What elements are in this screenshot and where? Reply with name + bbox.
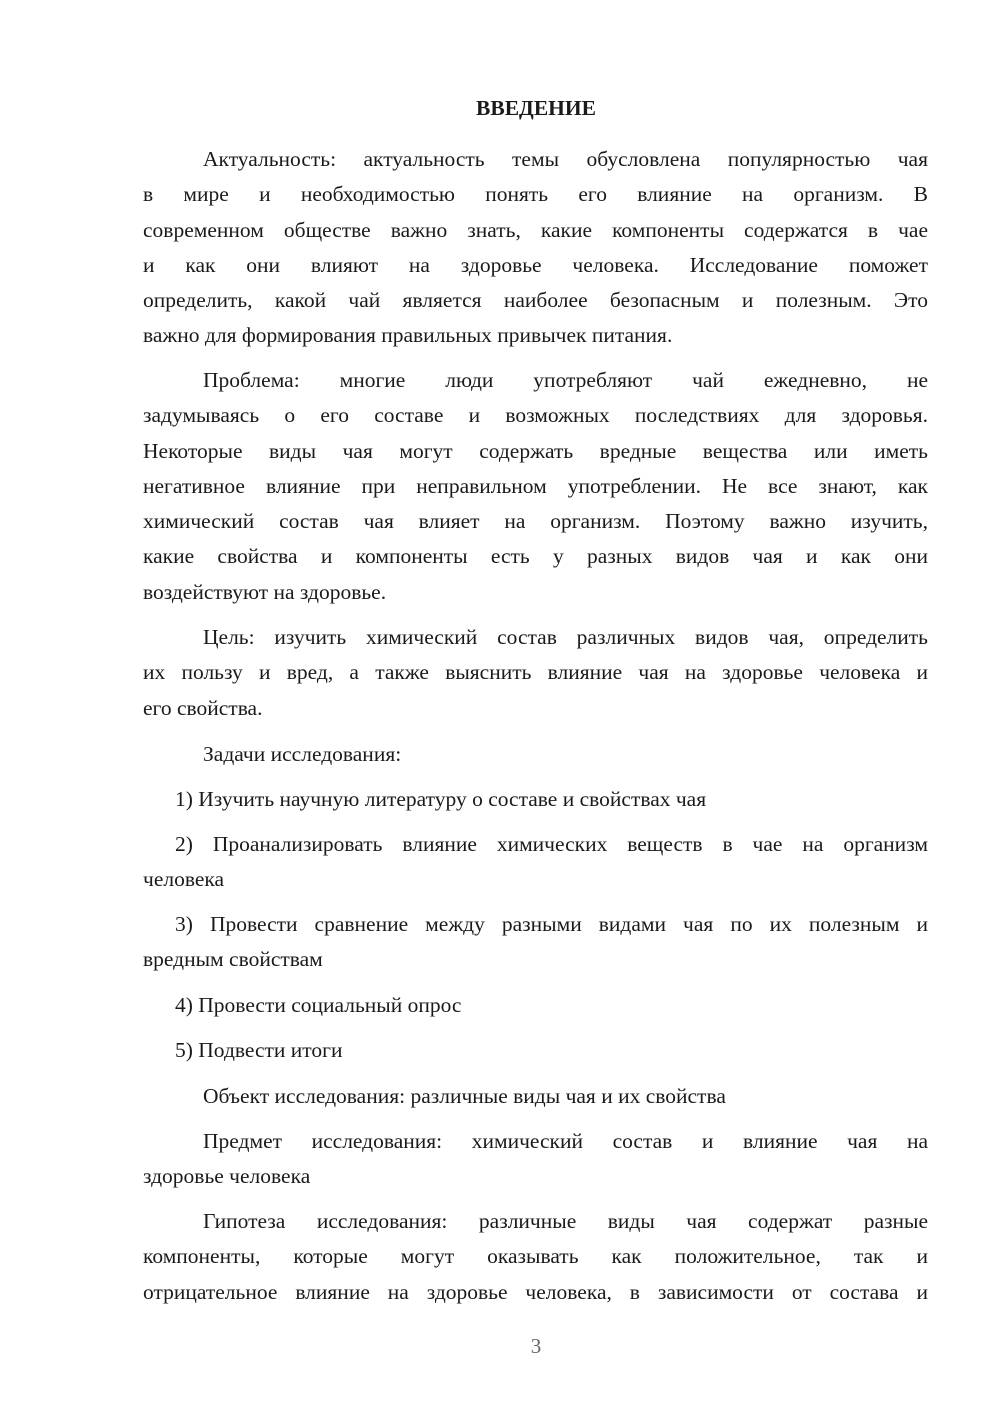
text-line: современном обществе важно знать, какие компоненты содержатся в чае: [143, 217, 928, 242]
paragraph: [143, 827, 928, 898]
paragraph: [143, 1033, 928, 1068]
text-line: 3) Провести сравнение между разными видами чая по их полезным и: [175, 912, 928, 936]
page-number: 3: [530, 1334, 542, 1358]
text-line: 4) Провести социальный опрос: [175, 993, 462, 1017]
text-line: Цель: изучить химический состав различных видов чая, определить: [203, 625, 928, 649]
paragraph: [143, 907, 928, 978]
paragraph: [143, 363, 928, 610]
text-line: определить, какой чай является наиболее безопасным и полезным. Это: [143, 288, 928, 313]
paragraph: [143, 142, 928, 354]
text-line: компоненты, которые могут оказывать как положительное, так и: [143, 1244, 928, 1269]
text-line: Объект исследования: различные виды чая и их свойства: [203, 1084, 726, 1108]
paragraph: [143, 737, 928, 772]
text-line: вредным свойствам: [143, 947, 323, 972]
paragraph: [143, 620, 928, 726]
text-line: его свойства.: [143, 695, 263, 720]
text-line: Гипотеза исследования: различные виды чая содержат разные: [203, 1209, 928, 1233]
text-line: Проблема: многие люди употребляют чай ежедневно, не: [203, 368, 928, 392]
paragraph: [143, 988, 928, 1023]
text-line: 1) Изучить научную литературу о составе и свойствах чая: [175, 787, 707, 811]
paragraph: [143, 1124, 928, 1195]
text-line: химический состав чая влияет на организм. Поэтому важно изучить,: [143, 509, 928, 534]
paragraph: [143, 1204, 928, 1310]
text-line: в мире и необходимостью понять его влияние на организм. В: [143, 182, 928, 207]
text-line: отрицательное влияние на здоровье человека, в зависимости от состава и: [143, 1279, 928, 1304]
text-line: здоровье человека: [143, 1164, 311, 1189]
text-line: человека: [143, 867, 225, 892]
paragraph: [143, 782, 928, 817]
paragraph: [143, 1079, 928, 1114]
text-line: 2) Проанализировать влияние химических веществ в чае на организм: [175, 832, 928, 856]
text-line: какие свойства и компоненты есть у разных видов чая и как они: [143, 544, 928, 569]
text-line: Задачи исследования:: [203, 742, 402, 766]
text-line: Предмет исследования: химический состав и влияние чая на: [203, 1129, 928, 1153]
text-line: Некоторые виды чая могут содержать вредные вещества или иметь: [143, 438, 928, 463]
text-line: важно для формирования правильных привычек питания.: [143, 323, 673, 348]
page-title: ВВЕДЕНИЕ: [476, 96, 596, 120]
text-line: 5) Подвести итоги: [175, 1038, 343, 1062]
text-line: задумываясь о его составе и возможных последствиях для здоровья.: [143, 403, 928, 428]
text-line: Актуальность: актуальность темы обусловлена популярностью чая: [203, 147, 928, 171]
text-line: и как они влияют на здоровье человека. Исследование поможет: [143, 252, 928, 277]
text-line: негативное влияние при неправильном употреблении. Не все знают, как: [143, 473, 928, 498]
text-line: их пользу и вред, а также выяснить влияние чая на здоровье человека и: [143, 660, 928, 685]
text-line: воздействуют на здоровье.: [143, 579, 387, 604]
